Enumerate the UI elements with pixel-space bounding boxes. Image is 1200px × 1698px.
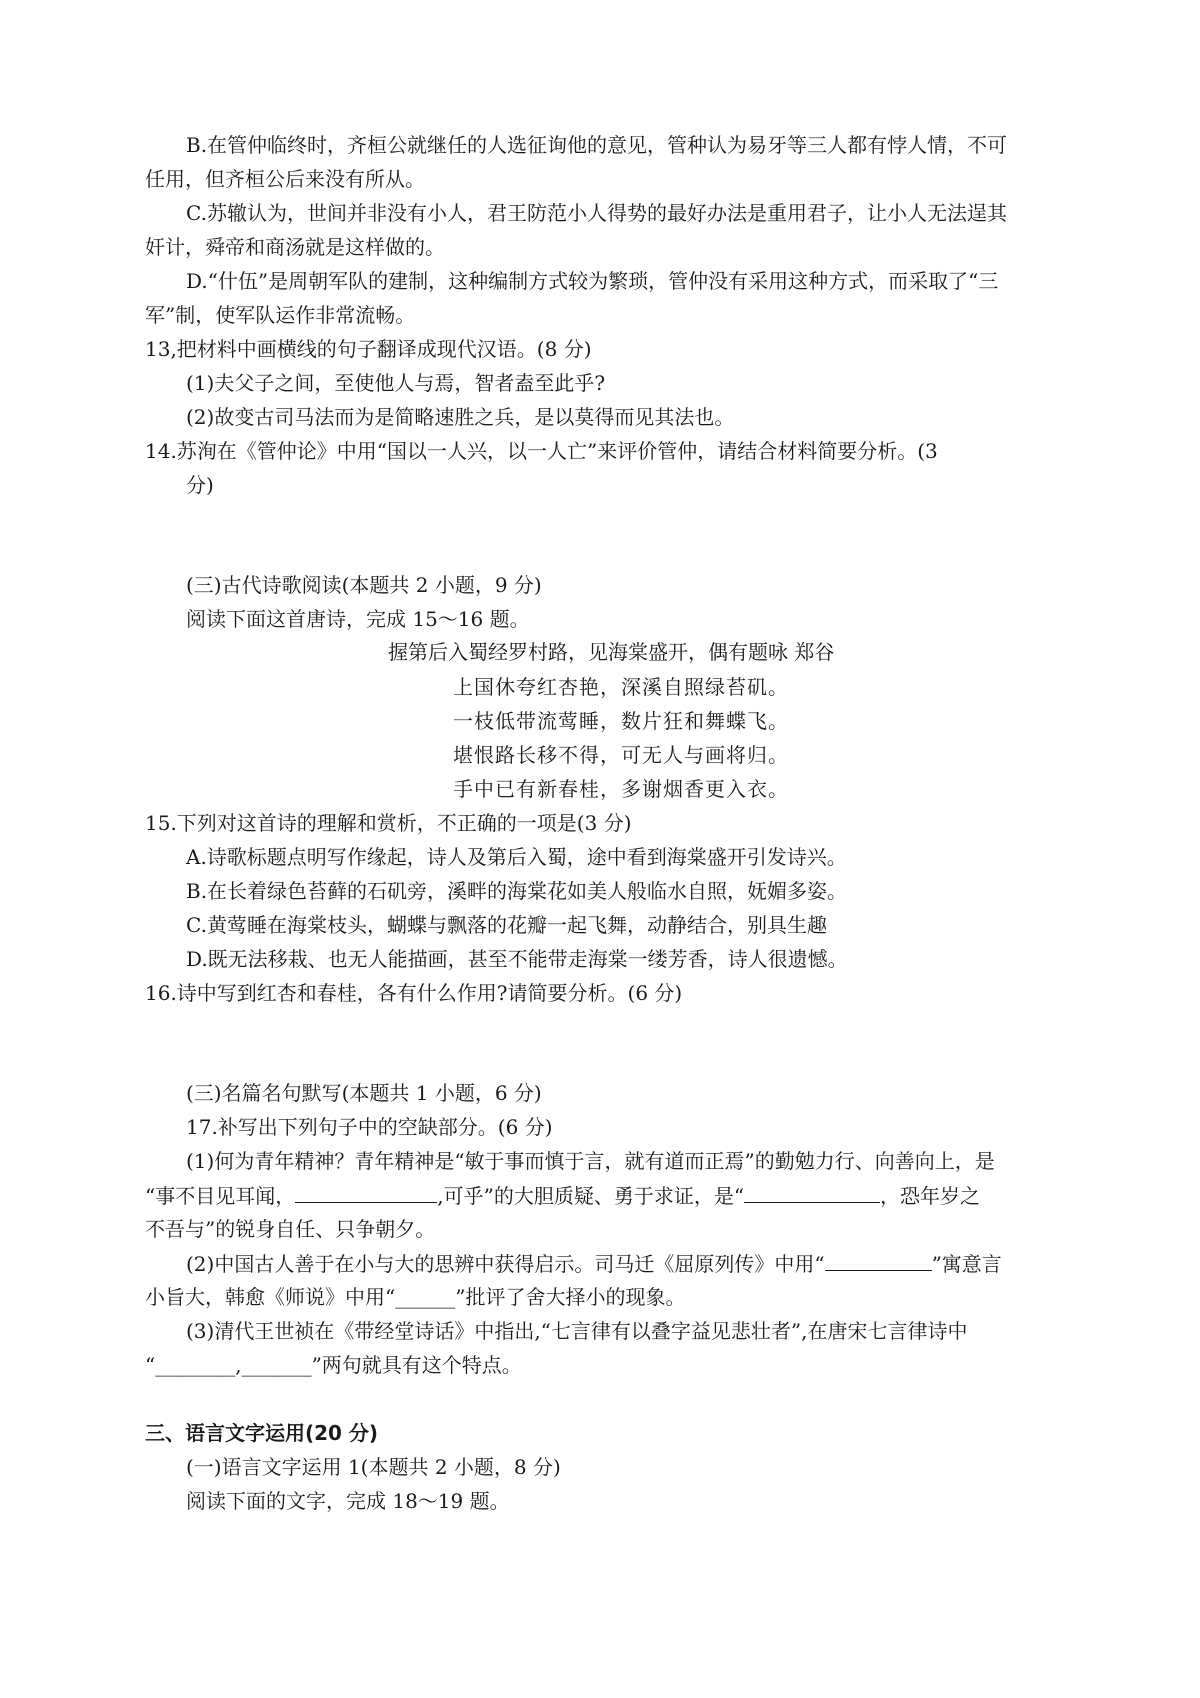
q12-option-c-line2: 奸计，舜帝和商汤就是这样做的。 bbox=[145, 235, 445, 259]
question-15: 15.下列对这首诗的理解和赏析，不正确的一项是(3 分) bbox=[145, 811, 632, 835]
question-13: 13,把材料中画横线的句子翻译成现代汉语。(8 分) bbox=[145, 337, 592, 361]
q12-option-c-line1: C.苏辙认为，世间并非没有小人，君王防范小人得势的最好办法是重用君子，让小人无法逞其 bbox=[186, 201, 1007, 225]
answer-blank-3[interactable] bbox=[825, 1248, 932, 1271]
question-15-option-c: C.黄莺睡在海棠枝头，蝴蝶与飘落的花瓣一起飞舞，动静结合，别具生趣 bbox=[186, 913, 827, 937]
part-three-heading: 三、语言文字运用(20 分) bbox=[145, 1421, 379, 1445]
question-17-item-1-line2 bbox=[145, 1180, 980, 1211]
question-15-option-d: D.既无法移栽、也无人能描画，甚至不能带走海棠一缕芳香，诗人很遗憾。 bbox=[186, 947, 848, 971]
language-use-instructions: 阅读下面的文字，完成 18～19 题。 bbox=[186, 1489, 510, 1513]
answer-blank-1[interactable] bbox=[295, 1180, 437, 1203]
poem-line-4: 手中已有新春桂，多谢烟香更入衣。 bbox=[453, 777, 789, 801]
question-17-item-1-line1: (1)何为青年精神？青年精神是“敏于事而慎于言，就有道而正焉”的勤勉力行、向善向上，是 bbox=[186, 1149, 995, 1173]
poetry-instructions: 阅读下面这首唐诗，完成 15～16 题。 bbox=[186, 607, 530, 631]
section-dictation: (三)名篇名句默写(本题共 1 小题，6 分) bbox=[186, 1081, 542, 1105]
q17-2-text-b: ”寓意言 bbox=[931, 1252, 1002, 1276]
question-17-item-2-line1 bbox=[186, 1248, 1002, 1279]
poem-line-1: 上国休夸红杏艳，深溪自照绿苔矶。 bbox=[453, 675, 789, 699]
question-16: 16.诗中写到红杏和春桂，各有什么作用?请简要分析。(6 分) bbox=[145, 981, 683, 1005]
question-15-option-b: B.在长着绿色苔藓的石矶旁，溪畔的海棠花如美人般临水自照，妩媚多姿。 bbox=[186, 879, 848, 903]
q17-2-text-a: (2)中国古人善于在小与大的思辨中获得启示。司马迁《屈原列传》中用“ bbox=[186, 1252, 825, 1276]
question-17-item-1-line3: 不吾与”的锐身自任、只争朝夕。 bbox=[145, 1217, 436, 1241]
q12-option-b-line1: B.在管仲临终时，齐桓公就继任的人选征询他的意见，管种认为易牙等三人都有悖人情，不可 bbox=[186, 133, 1008, 157]
q12-option-d-line1: D.“什伍”是周朝军队的建制，这种编制方式较为繁琐，管仲没有采用这种方式，而采取了“三 bbox=[186, 269, 999, 293]
question-17-item-3-line2: “________,_______”两句就具有这个特点。 bbox=[145, 1353, 522, 1377]
question-17-item-3-line1: (3)清代王世祯在《带经堂诗话》中指出,“七言律有以叠字益见悲壮者”,在唐宋七言律诗中 bbox=[186, 1319, 968, 1343]
question-13-item-1: (1)夫父子之间，至使他人与焉，智者盍至此乎? bbox=[186, 371, 606, 395]
poem-line-3: 堪恨路长移不得，可无人与画将归。 bbox=[453, 743, 789, 767]
question-17: 17.补写出下列句子中的空缺部分。(6 分) bbox=[186, 1115, 553, 1139]
poem-line-2: 一枝低带流莺睡，数片狂和舞蝶飞。 bbox=[453, 709, 789, 733]
q17-1-text-c: ，恐年岁之 bbox=[880, 1184, 981, 1208]
q12-option-d-line2: 军”制，使军队运作非常流畅。 bbox=[145, 303, 416, 327]
q17-1-text-a: “事不目见耳闻， bbox=[145, 1184, 296, 1208]
question-15-option-a: A.诗歌标题点明写作缘起，诗人及第后入蜀，途中看到海棠盛开引发诗兴。 bbox=[186, 845, 847, 869]
question-14-line2: 分) bbox=[186, 473, 214, 497]
q12-option-b-line2: 任用，但齐桓公后来没有所从。 bbox=[145, 167, 425, 191]
q17-1-text-b: ,可乎”的大胆质疑、勇于求证，是“ bbox=[437, 1184, 745, 1208]
question-17-item-2-line2: 小旨大，韩愈《师说》中用“______”批评了舍大择小的现象。 bbox=[145, 1285, 686, 1309]
answer-blank-2[interactable] bbox=[744, 1180, 880, 1203]
section-ancient-poetry: (三)古代诗歌阅读(本题共 2 小题，9 分) bbox=[186, 573, 542, 597]
section-language-use-1: (一)语言文字运用 1(本题共 2 小题，8 分) bbox=[186, 1455, 561, 1479]
question-13-item-2: (2)故变古司马法而为是简略速胜之兵，是以莫得而见其法也。 bbox=[186, 405, 735, 429]
question-14-line1: 14.苏洵在《管仲论》中用“国以一人兴，以一人亡”来评价管仲，请结合材料简要分析。(3 bbox=[145, 439, 938, 463]
poem-title: 握第后入蜀经罗村路，见海棠盛开，偶有题咏 郑谷 bbox=[388, 640, 835, 664]
